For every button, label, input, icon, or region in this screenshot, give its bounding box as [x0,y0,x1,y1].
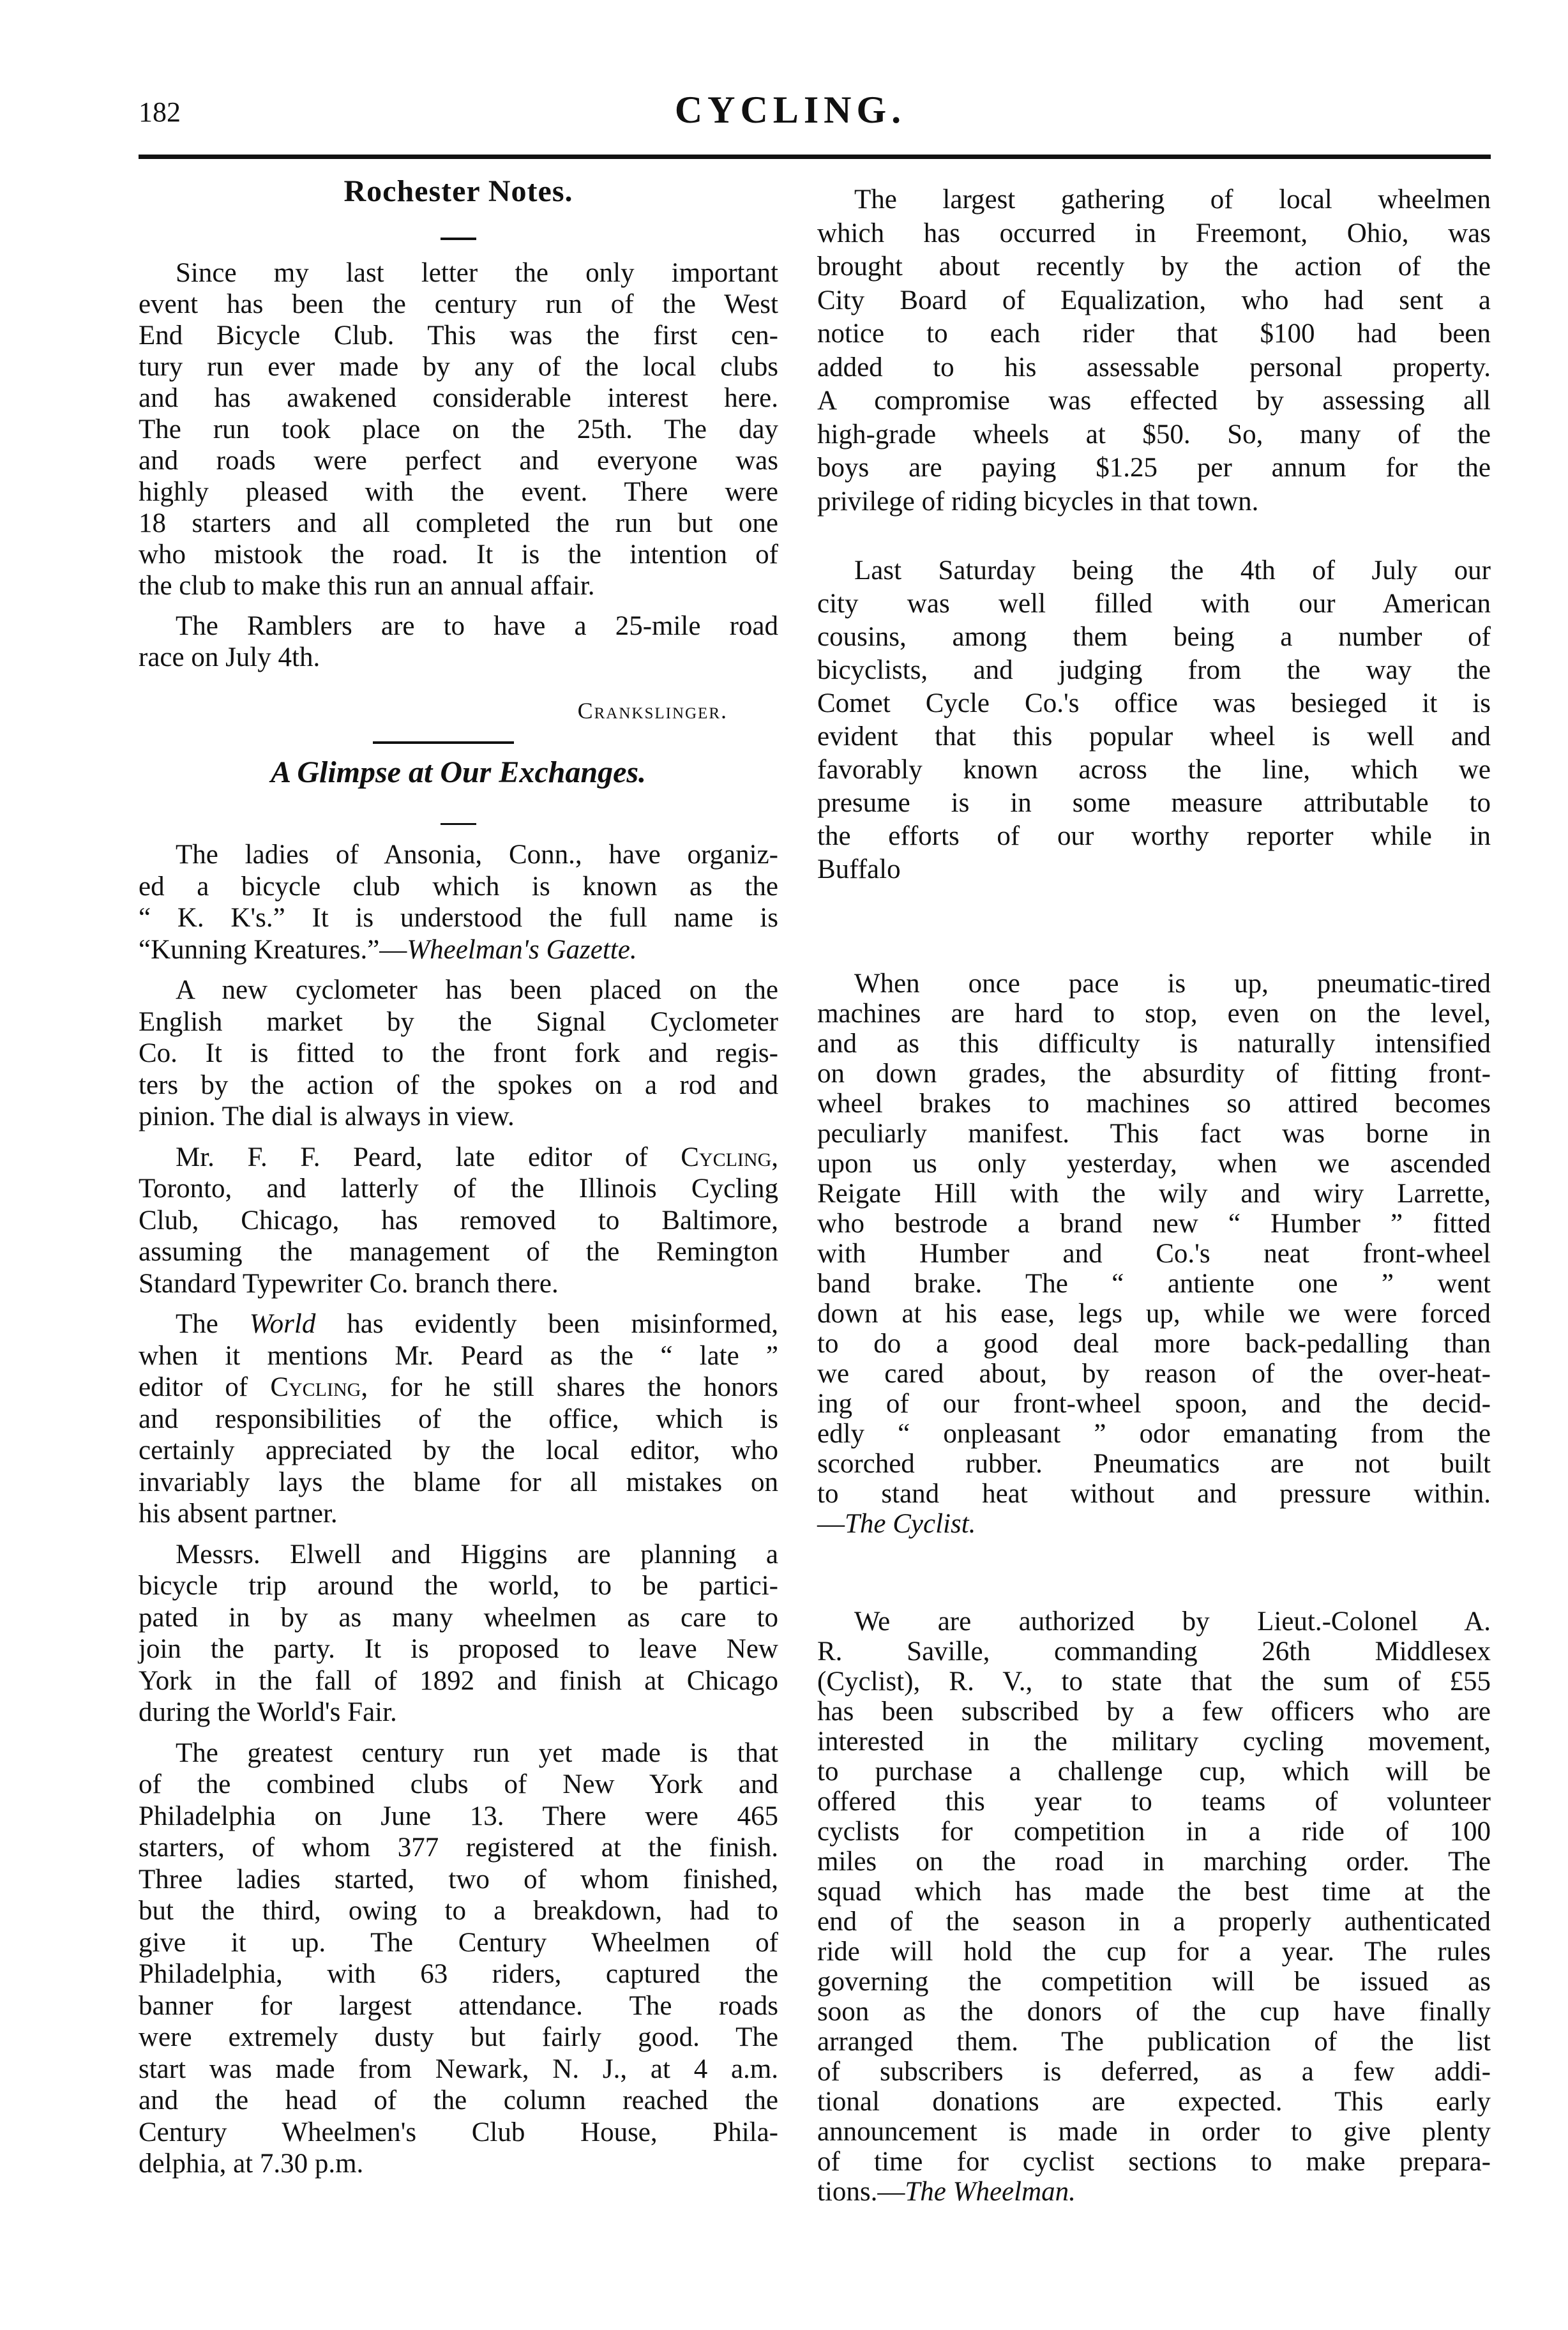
section-divider [373,741,514,744]
text-line: Century Wheelmen's Club House, Phila- [139,2117,778,2147]
text-line [139,1142,778,1174]
text-line: and responsibilities of the office, which is [139,1403,778,1434]
text-line: of the combined clubs of New York and [139,1769,778,1799]
heading-divider [441,823,476,825]
text-segment: tions.— [817,2177,905,2207]
text-line: tional donations are expected. This early [817,2087,1491,2117]
paragraph [139,1539,778,1729]
text-line: 18 starters and all completed the run but one [139,508,778,538]
text-line: Philadelphia, with 63 riders, captured the [139,1959,778,1989]
text-line: but the third, owing to a breakdown, had to [139,1896,778,1926]
text-line: banner for largest attendance. The roads [139,1990,778,2021]
article-challenge-cup [817,1607,1491,2207]
text-line [139,1372,778,1403]
text-line: announcement is made in order to give plenty [817,2117,1491,2147]
text-line: The ladies of Ansonia, Conn., have organiz- [176,840,778,870]
text-line: Three ladies started, two of whom finished, [139,1864,778,1895]
text-line: ters by the action of the spokes on a rod and [139,1070,778,1100]
article-freemont [817,183,1491,518]
text-line: brought about recently by the action of the [817,252,1491,282]
text-line: squad which has made the best time at the [817,1877,1491,1907]
text-line: Comet Cycle Co.'s office was besieged it is [817,688,1491,718]
italic-text: World [249,1309,316,1339]
text-line: The largest gathering of local wheelmen [854,185,1491,215]
text-line: to purchase a challenge cup, which will be [817,1757,1491,1787]
article-exchanges [139,839,778,2180]
text-line [817,1509,1491,1539]
article-heading-exchanges: A Glimpse at Our Exchanges. [270,755,647,789]
text-line: interested in the military cycling movement, [817,1727,1491,1757]
text-line: edly “ onpleasant ” odor emanating from the [817,1419,1491,1449]
text-line: end of the season in a properly authenticated [817,1907,1491,1937]
text-line: scorched rubber. Pneumatics are not built [817,1449,1491,1479]
text-line: his absent partner. [139,1499,338,1529]
text-line: and roads were perfect and everyone was [139,446,778,476]
text-line: miles on the road in marching order. The [817,1847,1491,1877]
text-line: who mistook the road. It is the intention of [139,540,778,570]
text-segment: has evidently been misinformed, [315,1309,779,1339]
page-number: 182 [139,96,181,128]
text-line: Club, Chicago, has removed to Baltimore, [139,1205,778,1236]
text-line: bicyclists, and judging from the way the [817,655,1491,685]
italic-text: Wheelman's Gazette. [407,934,637,965]
text-line: English market by the Signal Cyclometer [139,1006,778,1037]
text-line: machines are hard to stop, even on the level, [817,999,1491,1029]
text-line: offered this year to teams of volunteer [817,1787,1491,1817]
text-line: has been subscribed by a few officers who are [817,1697,1491,1727]
paragraph [817,1607,1491,2207]
text-line: A new cyclometer has been placed on the [176,975,778,1005]
text-line: and has awakened considerable interest here. [139,383,778,413]
article-fourth-of-july [817,554,1491,886]
text-line: band brake. The “ antiente one ” went [817,1269,1491,1299]
text-line: highly pleased with the event. There were [139,477,778,507]
text-line: on down grades, the absurdity of fitting front- [817,1059,1491,1089]
text-line: R. Saville, commanding 26th Middlesex [817,1637,1491,1667]
text-line: peculiarly manifest. This fact was borne in [817,1119,1491,1149]
text-line: notice to each rider that $100 had been [817,319,1491,349]
text-line: governing the competition will be issued as [817,1967,1491,1997]
author-signature: Crankslinger. [577,698,728,723]
text-line: When once pace is up, pneumatic-tired [854,969,1491,999]
text-line: The Ramblers are to have a 25-mile road [176,611,778,641]
paragraph [817,969,1491,1539]
text-line: boys are paying $1.25 per annum for the [817,453,1491,483]
text-line: ed a bicycle club which is known as the [139,871,778,902]
text-line: who bestrode a brand new “ Humber ” fitted [817,1209,1491,1239]
text-line: the club to make this run an annual affair. [139,571,595,601]
text-line: Last Saturday being the 4th of July our [854,556,1491,586]
text-line: ing of our front-wheel spoon, and the decid- [817,1389,1491,1419]
text-line: Co. It is fitted to the front fork and regis- [139,1038,778,1068]
text-line: We are authorized by Lieut.-Colonel A. [854,1607,1491,1637]
text-line: Reigate Hill with the wily and wiry Larrette, [817,1179,1491,1209]
text-line: Philadelphia on June 13. There were 465 [139,1801,778,1831]
text-line: certainly appreciated by the local editor, who [139,1435,778,1465]
text-line: during the World's Fair. [139,1697,397,1727]
text-line: of subscribers is deferred, as a few addi- [817,2057,1491,2087]
text-line: City Board of Equalization, who had sent a [817,285,1491,315]
text-line: bicycle trip around the world, to be partici- [139,1571,778,1601]
text-line: pated in by as many wheelmen as care to [139,1602,778,1633]
article-rochester-notes [139,257,778,673]
paragraph [139,839,778,965]
masthead-title: CYCLING. [674,89,907,131]
text-segment: editor of [139,1372,271,1402]
article-pneumatic-brakes [817,969,1491,1539]
text-line: Buffalo [817,854,901,884]
text-line [139,934,778,966]
text-segment: — [817,1509,845,1539]
text-line: and as this difficulty is naturally intensified [817,1029,1491,1059]
text-segment: The [176,1309,250,1339]
paragraph [139,1308,778,1530]
text-line: race on July 4th. [139,642,320,672]
text-line: invariably lays the blame for all mistakes on [139,1467,778,1497]
text-line: Standard Typewriter Co. branch there. [139,1268,559,1299]
text-line: evident that this popular wheel is well and [817,722,1491,752]
text-line [139,1308,778,1340]
text-line: with Humber and Co.'s neat front-wheel [817,1239,1491,1269]
text-line: join the party. It is proposed to leave New [139,1634,778,1664]
paragraph [817,183,1491,518]
text-line: York in the fall of 1892 and finish at Chicago [139,1665,778,1696]
text-line: upon us only yesterday, when we ascended [817,1149,1491,1179]
text-line: to stand heat without and pressure within. [817,1479,1491,1509]
text-line: “ K. K's.” It is understood the full name is [139,903,778,933]
small-caps-text: Cycling, [681,1142,778,1172]
text-segment: Mr. F. F. Peard, late editor of [176,1142,681,1172]
text-line: soon as the donors of the cup have finally [817,1997,1491,2027]
text-line: cousins, among them being a number of [817,622,1491,652]
text-line: wheel brakes to machines so attired becomes [817,1089,1491,1119]
small-caps-text: Cycling [270,1372,361,1402]
text-line: tury run ever made by any of the local clubs [139,352,778,382]
paragraph [139,974,778,1133]
text-line: The greatest century run yet made is that [176,1737,778,1768]
text-line: event has been the century run of the West [139,289,778,319]
text-line: which has occurred in Freemont, Ohio, was [817,218,1491,248]
paragraph [139,257,778,601]
text-segment: “Kunning Kreatures.”— [139,934,407,965]
text-line: down at his ease, legs up, while we were forced [817,1299,1491,1329]
text-line: give it up. The Century Wheelmen of [139,1927,778,1958]
text-line: Since my last letter the only important [176,258,778,288]
text-line: the efforts of our worthy reporter while in [817,821,1491,851]
text-line: Messrs. Elwell and Higgins are planning a [176,1539,778,1570]
paragraph [139,610,778,673]
text-line: ride will hold the cup for a year. The rules [817,1937,1491,1967]
italic-text: The Cyclist. [845,1509,976,1539]
text-line: and the head of the column reached the [139,2085,778,2115]
text-line: when it mentions Mr. Peard as the “ late ” [139,1340,778,1371]
header-rule [139,155,1491,159]
text-line: (Cyclist), R. V., to state that the sum of £55 [817,1667,1491,1697]
text-segment: , for he still shares the honors [361,1372,778,1402]
text-line: cyclists for competition in a ride of 100 [817,1817,1491,1847]
paragraph [139,1737,778,2180]
text-line: arranged them. The publication of the list [817,2027,1491,2057]
text-line: privilege of riding bicycles in that town. [817,486,1259,517]
text-line: A compromise was effected by assessing all [817,386,1491,416]
paragraph [817,554,1491,886]
text-line: were extremely dusty but fairly good. The [139,2022,778,2052]
text-line: presume is in some measure attributable to [817,788,1491,818]
text-line: End Bicycle Club. This was the first cen- [139,321,778,351]
paragraph [139,1142,778,1300]
text-line: we cared about, by reason of the over-heat- [817,1359,1491,1389]
text-line [817,2177,1491,2207]
article-heading-rochester-notes: Rochester Notes. [343,174,573,208]
text-line: to do a good deal more back-pedalling than [817,1329,1491,1359]
text-line: Toronto, and latterly of the Illinois Cycling [139,1174,778,1204]
text-line: city was well filled with our American [817,589,1491,619]
text-line: added to his assessable personal property. [817,352,1491,382]
text-line: start was made from Newark, N. J., at 4 a.m. [139,2054,778,2084]
text-line: favorably known across the line, which we [817,755,1491,785]
text-line: assuming the management of the Remington [139,1237,778,1267]
text-line: pinion. The dial is always in view. [139,1101,515,1131]
text-line: of time for cyclist sections to make prepara- [817,2147,1491,2177]
text-line: The run took place on the 25th. The day [139,414,778,444]
text-line: delphia, at 7.30 p.m. [139,2149,364,2179]
text-line: starters, of whom 377 registered at the finish. [139,1833,778,1863]
italic-text: The Wheelman. [905,2177,1076,2207]
text-line: high-grade wheels at $50. So, many of the [817,419,1491,450]
heading-divider [441,238,476,240]
